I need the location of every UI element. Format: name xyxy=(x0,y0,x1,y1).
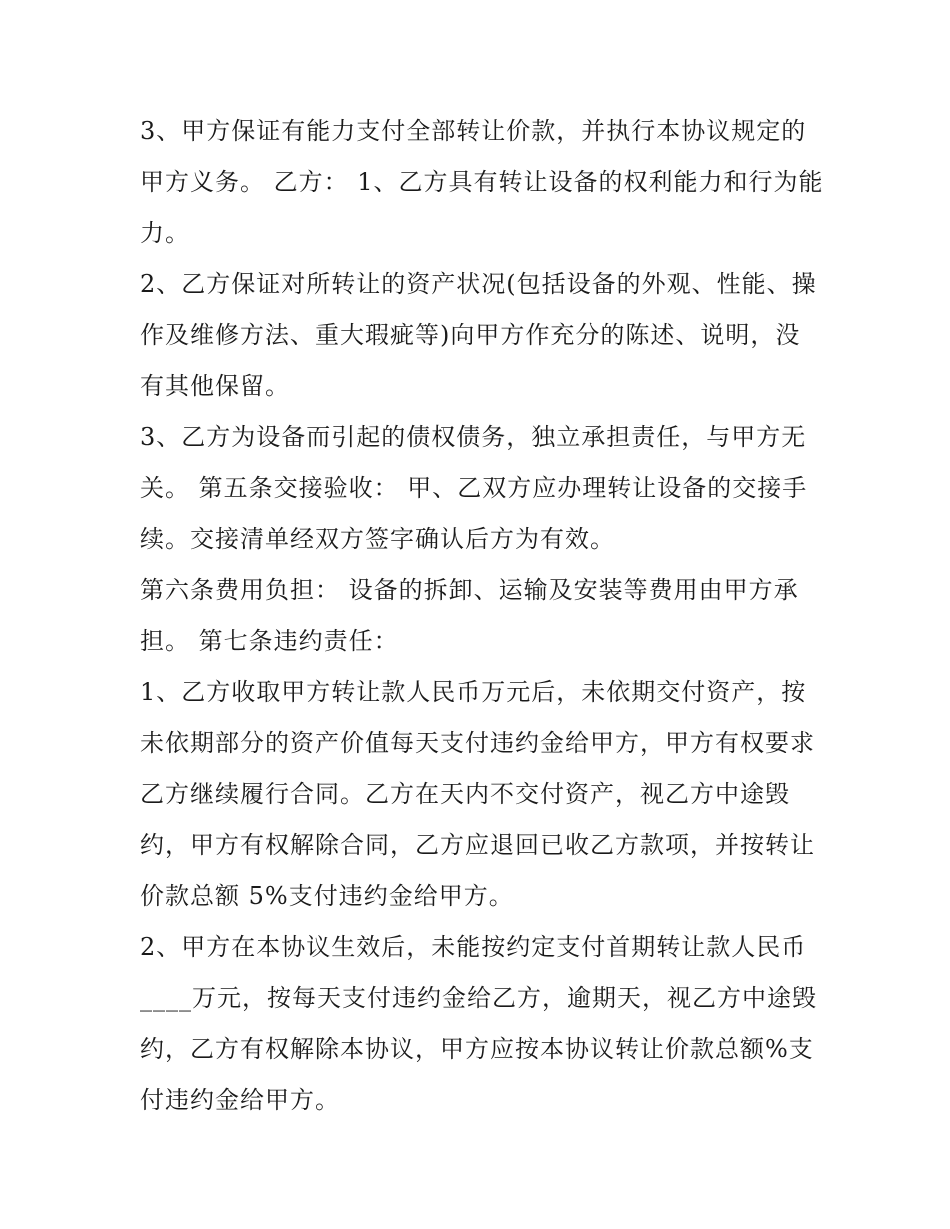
text-line: 未依期部分的资产价值每天支付违约金给甲方，甲方有权要求 xyxy=(140,729,815,757)
text-line: ____万元，按每天支付违约金给乙方，逾期天，视乙方中途毁 xyxy=(140,984,817,1012)
text-line: 3、乙方为设备而引起的债权债务，独立承担责任，与甲方无 xyxy=(140,423,807,451)
text-line: 1、乙方收取甲方转让款人民币万元后，未依期交付资产，按 xyxy=(140,678,807,706)
text-line: 价款总额 5%支付违约金给甲方。 xyxy=(140,882,514,910)
text-line: 关。 第五条交接验收： 甲、乙双方应办理转让设备的交接手 xyxy=(140,474,808,502)
text-line: 约，甲方有权解除合同，乙方应退回已收乙方款项，并按转让 xyxy=(140,831,815,859)
text-line: 2、甲方在本协议生效后，未能按约定支付首期转让款人民币 xyxy=(140,933,807,961)
paragraph-breach-1 xyxy=(140,667,820,922)
text-line: 付违约金给甲方。 xyxy=(140,1086,340,1114)
text-line: 甲方义务。 乙方： 1、乙方具有转让设备的权利能力和行为能 xyxy=(140,168,824,196)
paragraph-party-b-obligation-2 xyxy=(140,259,820,412)
text-line: 约，乙方有权解除本协议，甲方应按本协议转让价款总额%支 xyxy=(140,1035,814,1063)
text-line: 担。 第七条违约责任： xyxy=(140,627,399,655)
document-body xyxy=(140,106,824,1126)
text-line: 第六条费用负担： 设备的拆卸、运输及安装等费用由甲方承 xyxy=(140,576,799,604)
text-line: 续。交接清单经双方签字确认后方为有效。 xyxy=(140,525,615,553)
text-line: 力。 xyxy=(140,219,190,247)
paragraph-party-a-obligation-3 xyxy=(140,106,824,259)
text-line: 乙方继续履行合同。乙方在天内不交付资产，视乙方中途毁 xyxy=(140,780,790,808)
text-line: 有其他保留。 xyxy=(140,372,290,400)
paragraph-article-6-costs xyxy=(140,565,820,667)
paragraph-breach-2 xyxy=(140,922,820,1126)
text-line: 2、乙方保证对所转让的资产状况(包括设备的外观、性能、操 xyxy=(140,270,817,298)
text-line: 3、甲方保证有能力支付全部转让价款，并执行本协议规定的 xyxy=(140,117,807,145)
paragraph-party-b-obligation-3 xyxy=(140,412,820,565)
text-line: 作及维修方法、重大瑕疵等)向甲方作充分的陈述、说明，没 xyxy=(140,321,801,349)
